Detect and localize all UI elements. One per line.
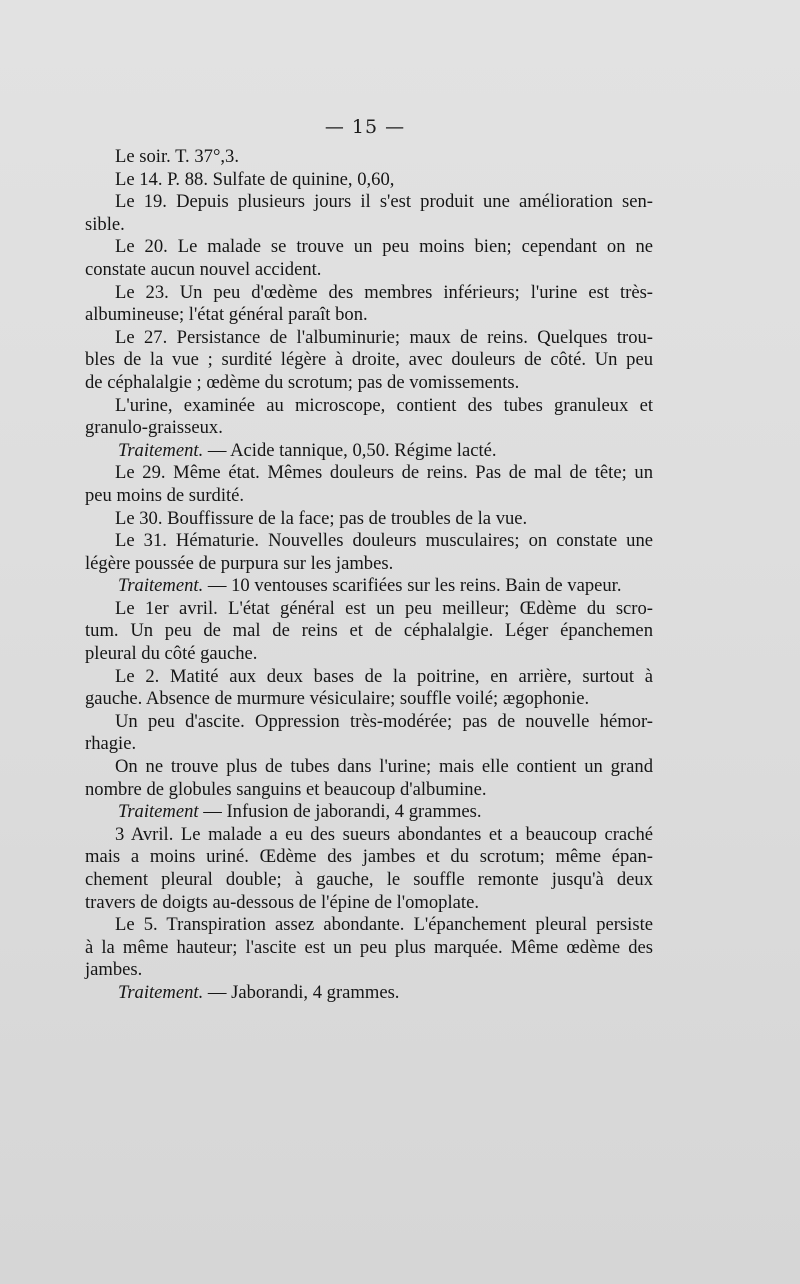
text-line — [85, 259, 653, 282]
line-text: Le 14. P. 88. Sulfate de quinine, 0,60, — [115, 168, 395, 190]
line-text: Le 20. Le malade se trouve un peu moins bien; cependant on ne — [115, 236, 653, 258]
italic-label: Traitement. — [118, 575, 204, 597]
line-text: — Jaborandi, 4 grammes. — [203, 981, 400, 1003]
text-line — [115, 440, 656, 463]
line-text: Le 1er avril. L'état général est un peu meilleur; Œdème du scro- — [115, 597, 653, 619]
paragraph — [115, 575, 653, 598]
text-line — [115, 801, 656, 824]
line-text: Le 29. Même état. Mêmes douleurs de reins. Pas de mal de tête; un — [115, 462, 653, 484]
line-text: Le 30. Bouffissure de la face; pas de troubles de la vue. — [115, 507, 528, 529]
line-text: Le 23. Un peu d'œdème des membres inférieurs; l'urine est très- — [115, 281, 653, 303]
line-text: constate aucun nouvel accident. — [85, 258, 322, 280]
italic-label: Traitement — [118, 801, 199, 823]
line-text: légère poussée de purpura sur les jambes. — [85, 552, 394, 574]
paragraph — [115, 169, 653, 192]
paragraph — [85, 710, 653, 756]
line-text: Le 2. Matité aux deux bases de la poitrine, en arrière, surtout à — [115, 665, 653, 687]
paragraph — [85, 756, 653, 801]
italic-label: Traitement. — [118, 439, 204, 461]
paragraph — [85, 665, 653, 711]
line-text: sible. — [85, 213, 125, 235]
paragraph — [85, 326, 653, 395]
paragraph — [85, 462, 653, 507]
text-line — [85, 643, 653, 666]
page-number: — 15 — — [324, 116, 406, 138]
line-text: bles de la vue ; surdité légère à droite, avec douleurs de côté. Un peu — [85, 349, 653, 371]
line-text: albumineuse; l'état général paraît bon. — [85, 304, 368, 326]
text-line — [115, 395, 653, 418]
text-line — [85, 372, 653, 395]
paragraph — [115, 440, 653, 463]
line-text: Le soir. T. 37°,3. — [115, 146, 239, 167]
text-line — [85, 349, 653, 372]
paragraph — [115, 508, 653, 531]
text-line — [115, 756, 653, 779]
text-line — [115, 282, 653, 305]
line-text: Le 5. Transpiration assez abondante. L'épanchement pleural persiste — [115, 914, 653, 936]
text-line — [85, 553, 653, 576]
paragraph — [85, 914, 653, 982]
text-line — [115, 462, 653, 485]
line-text: de céphalalgie ; œdème du scrotum; pas de vomissements. — [85, 371, 520, 393]
line-text: mais a moins uriné. Œdème des jambes et du scrotum; même épan- — [85, 846, 653, 868]
text-line — [115, 575, 656, 598]
text-line — [85, 688, 653, 711]
text-line — [85, 937, 653, 960]
text-line — [115, 914, 653, 937]
paragraph — [85, 823, 653, 914]
text-line — [85, 733, 653, 756]
text-line — [115, 982, 656, 1005]
paragraph — [85, 281, 653, 327]
paragraph — [115, 146, 653, 169]
paragraph — [85, 191, 653, 236]
text-line — [115, 711, 653, 734]
text-line — [85, 892, 653, 915]
line-text: pleural du côté gauche. — [85, 643, 258, 665]
text-line — [85, 485, 653, 508]
text-line — [115, 508, 653, 531]
line-text: granulo-graisseux. — [85, 417, 223, 439]
paragraph — [85, 530, 653, 575]
line-text: jambes. — [85, 959, 143, 981]
line-text: — 10 ventouses scarifiées sur les reins. Bain de vapeur. — [203, 575, 622, 597]
text-line — [85, 846, 653, 869]
line-text: rhagie. — [85, 733, 137, 755]
paragraph — [85, 597, 653, 666]
text-line — [85, 304, 653, 327]
line-text: Le 27. Persistance de l'albuminurie; maux de reins. Quelques trou- — [115, 326, 653, 348]
paragraph — [115, 982, 653, 1005]
paragraph — [115, 801, 653, 824]
line-text: On ne trouve plus de tubes dans l'urine; mais elle contient un grand — [115, 756, 653, 778]
text-line — [85, 620, 653, 643]
line-text: nombre de globules sanguins et beaucoup d'albumine. — [85, 778, 487, 800]
line-text: L'urine, examinée au microscope, contient des tubes granuleux et — [115, 394, 653, 416]
text-line — [115, 598, 653, 621]
text-line — [115, 191, 653, 214]
paragraph — [85, 236, 653, 281]
paragraph — [85, 394, 653, 440]
line-text: Un peu d'ascite. Oppression très-modérée; pas de nouvelle hémor- — [115, 710, 653, 732]
line-text: — Acide tannique, 0,50. Régime lacté. — [203, 439, 497, 461]
line-text: 3 Avril. Le malade a eu des sueurs abondantes et a beaucoup craché — [115, 823, 653, 845]
text-line — [115, 666, 653, 689]
text-line — [115, 327, 653, 350]
line-text: — Infusion de jaborandi, 4 grammes. — [198, 801, 482, 823]
text-line — [85, 959, 653, 982]
text-line — [115, 169, 653, 192]
text-line — [115, 824, 653, 847]
text-line — [115, 530, 653, 553]
line-text: travers de doigts au-dessous de l'épine de l'omoplate. — [85, 891, 479, 913]
line-text: Le 31. Hématurie. Nouvelles douleurs musculaires; on constate une — [115, 530, 653, 552]
text-line — [85, 214, 653, 237]
line-text: Le 19. Depuis plusieurs jours il s'est produit une amélioration sen- — [115, 191, 653, 213]
body-text — [85, 146, 653, 1005]
line-text: chement pleural double; à gauche, le souffle remonte jusqu'à deux — [85, 869, 653, 890]
text-line — [115, 236, 653, 259]
text-line — [115, 146, 653, 169]
line-text: à la même hauteur; l'ascite est un peu plus marquée. Même œdème des — [85, 936, 653, 958]
text-line — [85, 869, 653, 892]
italic-label: Traitement. — [118, 981, 204, 1003]
line-text: tum. Un peu de mal de reins et de céphalalgie. Léger épanchemen — [85, 620, 653, 642]
line-text: peu moins de surdité. — [85, 484, 245, 506]
text-line — [85, 417, 653, 440]
text-line — [85, 779, 653, 802]
line-text: gauche. Absence de murmure vésiculaire; souffle voilé; ægophonie. — [85, 688, 590, 710]
